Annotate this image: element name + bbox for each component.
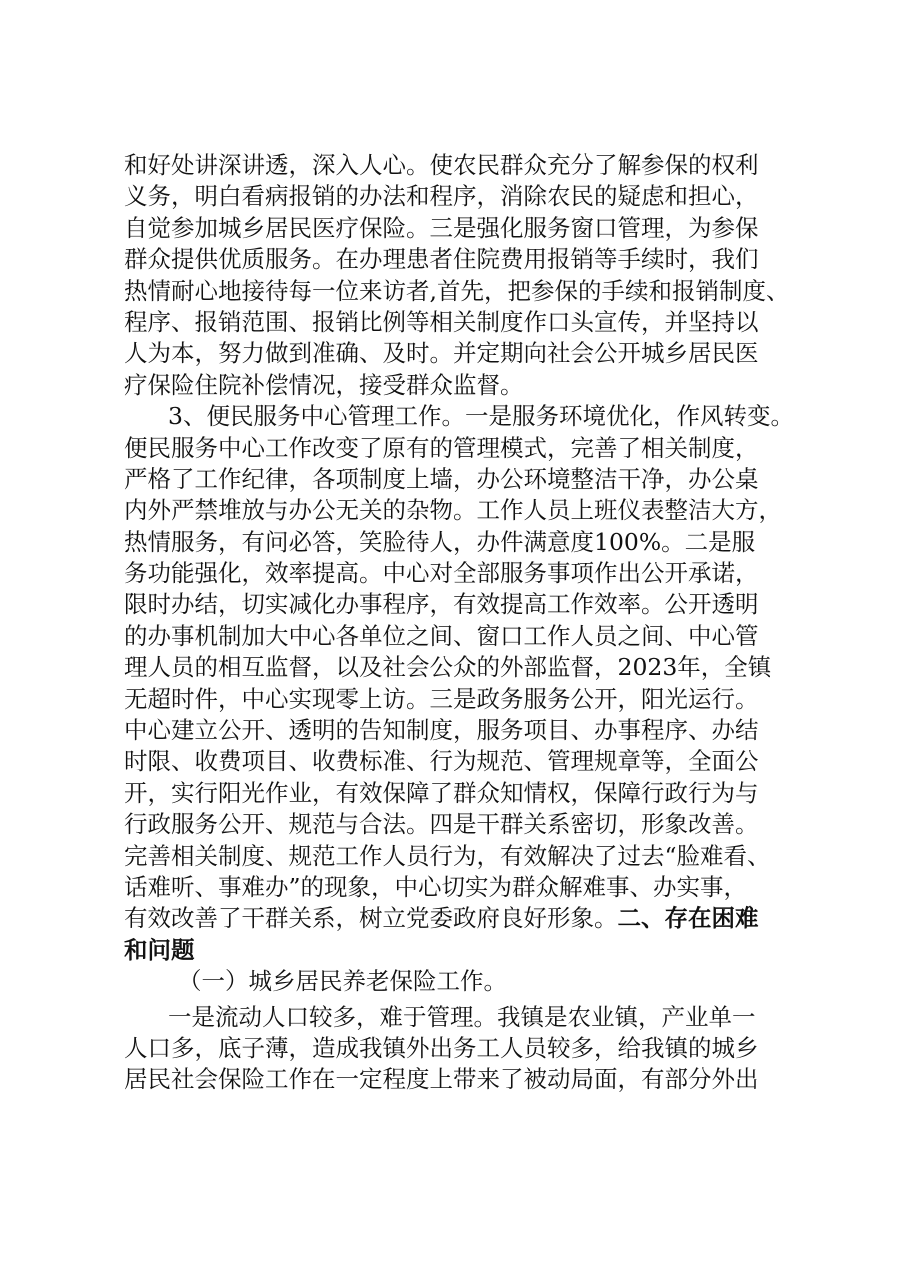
paragraph-line: 的办事机制加大中心各单位之间、窗口工作人员之间、中心管 (124, 621, 759, 650)
subsection-heading: （一）城乡居民养老保险工作。 (178, 967, 507, 996)
section-heading-continued: 和问题 (124, 935, 195, 964)
paragraph-line: 严格了工作纪律，各项制度上墙，办公环境整洁干净，办公桌 (124, 464, 759, 493)
paragraph-line: 程序、报销范围、报销比例等相关制度作口头宣传，并坚持以 (124, 307, 759, 336)
paragraph-text: 有效改善了干群关系，树立党委政府良好形象。 (124, 904, 618, 933)
paragraph-line: 务功能强化，效率提高。中心对全部服务事项作出公开承诺， (124, 559, 759, 588)
paragraph-line: 热情耐心地接待每一位来访者,首先，把参保的手续和报销制度、 (124, 276, 790, 305)
paragraph-line: 开，实行阳光作业，有效保障了群众知情权，保障行政行为与 (124, 778, 759, 807)
paragraph-line: 居民社会保险工作在一定程度上带来了被动局面，有部分外出 (124, 1065, 759, 1094)
paragraph-line-mixed (124, 903, 824, 934)
paragraph-line: 内外严禁堆放与办公无关的杂物。工作人员上班仪表整洁大方， (124, 496, 782, 525)
paragraph-line: 便民服务中心工作改变了原有的管理模式，完善了相关制度， (124, 433, 759, 462)
paragraph-line: 3、便民服务中心管理工作。一是服务环境优化，作风转变。 (168, 402, 794, 431)
paragraph-line: 一是流动人口较多，难于管理。我镇是农业镇，产业单一 (168, 1002, 756, 1031)
paragraph-line: 限时办结，切实减化办事程序，有效提高工作效率。公开透明 (124, 590, 759, 619)
paragraph-line: 中心建立公开、透明的告知制度，服务项目、办事程序、办结 (124, 716, 759, 745)
paragraph-line: 义务，明白看病报销的办法和程序，消除农民的疑虑和担心， (124, 182, 759, 211)
paragraph-line: 理人员的相互监督，以及社会公众的外部监督，2023年，全镇 (124, 653, 772, 682)
paragraph-line: 疗保险住院补偿情况，接受群众监督。 (124, 370, 524, 399)
paragraph-line: 话难听、事难办”的现象，中心切实为群众解难事、办实事， (124, 872, 748, 901)
paragraph-line: 行政服务公开、规范与合法。四是干群关系密切，形象改善。 (124, 810, 759, 839)
section-heading-part: 二、存在困难 (617, 904, 759, 933)
paragraph-line: 人为本，努力做到准确、及时。并定期向社会公开城乡居民医 (124, 339, 759, 368)
paragraph-line: 人口多，底子薄，造成我镇外出务工人员较多，给我镇的城乡 (124, 1033, 759, 1062)
paragraph-line: 群众提供优质服务。在办理患者住院费用报销等手续时，我们 (124, 245, 759, 274)
paragraph-line: 完善相关制度、规范工作人员行为，有效解决了过去“脸难看、 (124, 841, 771, 870)
paragraph-line: 无超时件，中心实现零上访。三是政务服务公开，阳光运行。 (124, 684, 759, 713)
paragraph-line: 热情服务，有问必答，笑脸待人，办件满意度100%。二是服 (124, 527, 756, 556)
paragraph-line: 自觉参加城乡居民医疗保险。三是强化服务窗口管理，为参保 (124, 213, 759, 242)
paragraph-line: 时限、收费项目、收费标准、行为规范、管理规章等，全面公 (124, 747, 759, 776)
paragraph-line: 和好处讲深讲透，深入人心。使农民群众充分了解参保的权利 (124, 151, 759, 179)
document-body (124, 150, 824, 1096)
